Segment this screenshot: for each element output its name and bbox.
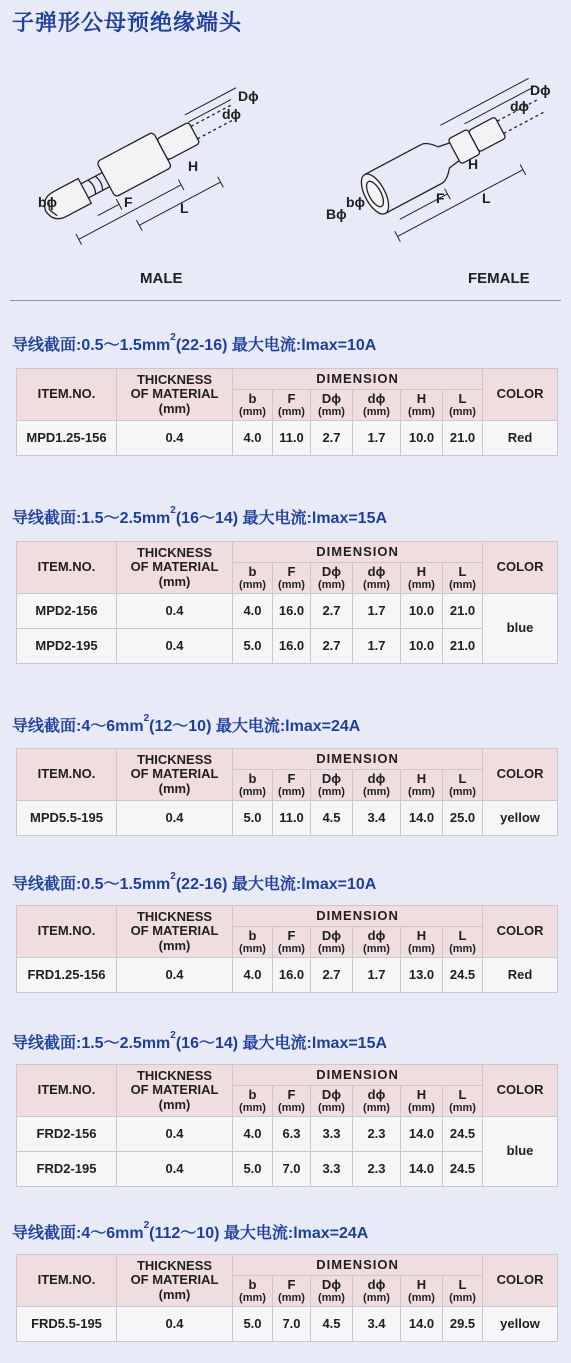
section-heading	[12, 871, 376, 894]
female-dim-D: Dϕ	[530, 82, 551, 98]
col-dim-2	[311, 1276, 353, 1307]
cell-thickness: 0.4	[117, 1117, 233, 1152]
col-dim-1	[273, 563, 311, 594]
col-dim-1	[273, 1086, 311, 1117]
dim-unit: (mm)	[363, 786, 390, 799]
cell-d: 1.7	[353, 421, 401, 456]
dim-unit: (mm)	[318, 1292, 345, 1305]
cell-item: MPD2-156	[17, 594, 117, 629]
col-dim-0	[233, 1086, 273, 1117]
col-dim-4	[401, 770, 443, 801]
col-dimension: DIMENSION	[233, 1255, 483, 1276]
col-dim-1	[273, 927, 311, 958]
dim-unit: (mm)	[363, 406, 390, 419]
col-dimension: DIMENSION	[233, 1065, 483, 1086]
dim-symbol: H	[416, 1086, 427, 1102]
thickness-header-line: (mm)	[158, 1286, 191, 1302]
table-row	[17, 421, 558, 456]
male-dim-L: L	[180, 200, 189, 216]
col-dim-3	[353, 770, 401, 801]
col-dimension: DIMENSION	[233, 369, 483, 390]
heading-current: (112～10) 最大电流:lmax=24A	[149, 1225, 369, 1242]
table-row	[17, 1152, 558, 1187]
cell-l: 21.0	[443, 594, 483, 629]
col-dim-5	[443, 563, 483, 594]
cell-l: 21.0	[443, 629, 483, 664]
section-heading	[12, 713, 360, 736]
section-heading	[12, 1220, 368, 1243]
col-dim-2	[311, 1086, 353, 1117]
cell-thickness: 0.4	[117, 958, 233, 993]
cell-b: 4.0	[233, 958, 273, 993]
col-dim-2	[311, 927, 353, 958]
dim-unit: (mm)	[278, 579, 305, 592]
cell-b: 5.0	[233, 1152, 273, 1187]
col-dim-1	[273, 1276, 311, 1307]
cell-item: MPD1.25-156	[17, 421, 117, 456]
spec-table	[16, 541, 558, 664]
dim-unit: (mm)	[278, 943, 305, 956]
thickness-header-line: (mm)	[158, 937, 191, 953]
cell-l: 21.0	[443, 421, 483, 456]
dim-symbol: F	[287, 1276, 296, 1292]
section-heading	[12, 505, 387, 528]
heading-wire-section: 导线截面:4～6mm	[12, 1225, 144, 1242]
cell-thickness: 0.4	[117, 629, 233, 664]
cell-h: 10.0	[401, 629, 443, 664]
dim-unit: (mm)	[449, 1292, 476, 1305]
col-item-no: ITEM.NO.	[17, 749, 117, 801]
dim-unit: (mm)	[363, 579, 390, 592]
col-item-no: ITEM.NO.	[17, 1065, 117, 1117]
female-dim-F: F	[436, 190, 445, 206]
female-dim-b: bϕ	[346, 194, 366, 210]
col-dimension: DIMENSION	[233, 542, 483, 563]
dim-unit: (mm)	[239, 1102, 266, 1115]
cell-h: 14.0	[401, 1152, 443, 1187]
col-dim-3	[353, 390, 401, 421]
dim-unit: (mm)	[239, 579, 266, 592]
cell-l: 29.5	[443, 1307, 483, 1342]
col-dim-5	[443, 390, 483, 421]
cell-l: 25.0	[443, 801, 483, 836]
cell-d: 3.4	[353, 801, 401, 836]
cell-l: 24.5	[443, 1117, 483, 1152]
terminal-diagrams	[0, 44, 571, 300]
cell-item: FRD2-156	[17, 1117, 117, 1152]
dim-symbol: H	[416, 563, 427, 579]
dim-symbol: dϕ	[367, 927, 386, 943]
heading-wire-section: 导线截面:1.5～2.5mm	[12, 510, 171, 527]
thickness-header-line: THICKNESS	[136, 372, 213, 388]
dim-symbol: dϕ	[367, 563, 386, 579]
cell-item: FRD1.25-156	[17, 958, 117, 993]
col-item-no: ITEM.NO.	[17, 542, 117, 594]
table-row	[17, 1117, 558, 1152]
col-thickness	[117, 906, 233, 958]
cell-f: 11.0	[273, 801, 311, 836]
col-dim-5	[443, 1276, 483, 1307]
heading-superscript: 2	[143, 1219, 150, 1231]
cell-d: 2.7	[311, 594, 353, 629]
cell-l: 24.5	[443, 958, 483, 993]
heading-superscript: 2	[170, 1029, 176, 1041]
dim-unit: (mm)	[363, 1292, 390, 1305]
spec-table	[16, 905, 558, 993]
heading-current: (16～14) 最大电流:lmax=15A	[175, 510, 388, 527]
dim-symbol: H	[416, 770, 427, 786]
thickness-header-line: (mm)	[158, 400, 191, 416]
dim-symbol: F	[287, 927, 296, 943]
cell-b: 4.0	[233, 421, 273, 456]
dim-symbol: Dϕ	[321, 1276, 342, 1292]
dim-unit: (mm)	[363, 943, 390, 956]
col-thickness	[117, 369, 233, 421]
female-label: FEMALE	[468, 270, 530, 287]
table-row	[17, 594, 558, 629]
cell-thickness: 0.4	[117, 594, 233, 629]
cell-item: FRD2-195	[17, 1152, 117, 1187]
thickness-header-line: THICKNESS	[136, 1068, 213, 1084]
dim-symbol: F	[287, 390, 296, 406]
dim-symbol: dϕ	[367, 1276, 386, 1292]
heading-wire-section: 导线截面:4～6mm	[12, 718, 144, 735]
thickness-header-line: OF MATERIAL	[130, 923, 219, 939]
section-heading	[12, 1030, 387, 1053]
dim-unit: (mm)	[318, 406, 345, 419]
cell-d: 2.3	[353, 1117, 401, 1152]
col-dim-3	[353, 1276, 401, 1307]
cell-color: blue	[483, 1117, 558, 1187]
cell-h: 10.0	[401, 421, 443, 456]
cell-f: 11.0	[273, 421, 311, 456]
col-color: COLOR	[483, 1065, 558, 1117]
cell-f: 16.0	[273, 958, 311, 993]
heading-superscript: 2	[170, 331, 176, 343]
cell-thickness: 0.4	[117, 801, 233, 836]
col-dim-5	[443, 770, 483, 801]
spec-table	[16, 368, 558, 456]
dim-unit: (mm)	[239, 1292, 266, 1305]
female-connector-drawing	[352, 78, 568, 246]
col-dim-5	[443, 927, 483, 958]
cell-thickness: 0.4	[117, 1307, 233, 1342]
cell-thickness: 0.4	[117, 1152, 233, 1187]
heading-superscript: 2	[170, 870, 176, 882]
female-dim-H: H	[468, 156, 479, 172]
spec-table	[16, 1064, 558, 1187]
dim-symbol: dϕ	[367, 390, 386, 406]
cell-l: 24.5	[443, 1152, 483, 1187]
cell-d: 1.7	[353, 629, 401, 664]
dim-unit: (mm)	[449, 406, 476, 419]
col-dim-2	[311, 770, 353, 801]
col-thickness	[117, 749, 233, 801]
dim-symbol: Dϕ	[321, 390, 342, 406]
cell-f: 7.0	[273, 1307, 311, 1342]
dim-symbol: b	[248, 563, 257, 579]
cell-d: 2.7	[311, 958, 353, 993]
cell-d: 2.7	[311, 629, 353, 664]
dim-unit: (mm)	[408, 786, 435, 799]
col-dim-4	[401, 563, 443, 594]
spec-table	[16, 748, 558, 836]
cell-h: 14.0	[401, 1117, 443, 1152]
section-heading	[12, 332, 376, 355]
col-dim-0	[233, 390, 273, 421]
col-color: COLOR	[483, 749, 558, 801]
thickness-header-line: THICKNESS	[136, 909, 213, 925]
col-dim-5	[443, 1086, 483, 1117]
cell-color: Red	[483, 421, 558, 456]
cell-d: 3.3	[311, 1117, 353, 1152]
thickness-header-line: (mm)	[158, 780, 191, 796]
dim-symbol: L	[458, 927, 467, 943]
col-dim-2	[311, 390, 353, 421]
dim-symbol: Dϕ	[321, 927, 342, 943]
heading-wire-section: 导线截面:0.5～1.5mm	[12, 337, 171, 354]
col-thickness	[117, 1065, 233, 1117]
cell-f: 6.3	[273, 1117, 311, 1152]
cell-h: 13.0	[401, 958, 443, 993]
female-dim-d: dϕ	[510, 98, 530, 114]
cell-d: 3.4	[353, 1307, 401, 1342]
col-color: COLOR	[483, 906, 558, 958]
dim-symbol: dϕ	[367, 770, 386, 786]
thickness-header-line: OF MATERIAL	[130, 1272, 219, 1288]
col-dim-4	[401, 390, 443, 421]
dim-unit: (mm)	[408, 579, 435, 592]
thickness-header-line: (mm)	[158, 1096, 191, 1112]
col-color: COLOR	[483, 1255, 558, 1307]
cell-b: 4.0	[233, 594, 273, 629]
dim-symbol: F	[287, 1086, 296, 1102]
male-label: MALE	[140, 270, 183, 287]
heading-superscript: 2	[143, 712, 150, 724]
col-dim-1	[273, 390, 311, 421]
cell-thickness: 0.4	[117, 421, 233, 456]
dim-symbol: b	[248, 390, 257, 406]
dim-unit: (mm)	[278, 406, 305, 419]
dim-unit: (mm)	[363, 1102, 390, 1115]
cell-color: blue	[483, 594, 558, 664]
dim-unit: (mm)	[239, 406, 266, 419]
col-thickness	[117, 1255, 233, 1307]
dim-symbol: dϕ	[367, 1086, 386, 1102]
cell-b: 4.0	[233, 1117, 273, 1152]
col-dim-3	[353, 1086, 401, 1117]
cell-h: 14.0	[401, 801, 443, 836]
cell-h: 14.0	[401, 1307, 443, 1342]
col-dim-0	[233, 1276, 273, 1307]
col-dim-2	[311, 563, 353, 594]
col-thickness	[117, 542, 233, 594]
col-item-no: ITEM.NO.	[17, 906, 117, 958]
dim-unit: (mm)	[408, 1292, 435, 1305]
cell-d: 4.5	[311, 801, 353, 836]
col-dim-1	[273, 770, 311, 801]
cell-item: FRD5.5-195	[17, 1307, 117, 1342]
cell-item: MPD5.5-195	[17, 801, 117, 836]
heading-current: (12～10) 最大电流:lmax=24A	[149, 718, 361, 735]
thickness-header-line: OF MATERIAL	[130, 766, 219, 782]
col-dim-0	[233, 927, 273, 958]
thickness-header-line: THICKNESS	[136, 752, 213, 768]
dim-symbol: H	[416, 1276, 427, 1292]
col-dim-4	[401, 1086, 443, 1117]
thickness-header-line: OF MATERIAL	[130, 1082, 219, 1098]
table-row	[17, 801, 558, 836]
dim-symbol: F	[287, 563, 296, 579]
dim-unit: (mm)	[318, 943, 345, 956]
col-dim-3	[353, 927, 401, 958]
cell-d: 4.5	[311, 1307, 353, 1342]
dim-symbol: L	[458, 1086, 467, 1102]
dim-symbol: Dϕ	[321, 563, 342, 579]
dim-unit: (mm)	[318, 1102, 345, 1115]
table-row	[17, 629, 558, 664]
cell-b: 5.0	[233, 629, 273, 664]
col-dim-0	[233, 563, 273, 594]
cell-d: 1.7	[353, 958, 401, 993]
dim-symbol: Dϕ	[321, 1086, 342, 1102]
cell-color: yellow	[483, 801, 558, 836]
col-color: COLOR	[483, 542, 558, 594]
male-dim-F: F	[124, 194, 133, 210]
heading-current: (16～14) 最大电流:lmax=15A	[175, 1035, 388, 1052]
col-dimension: DIMENSION	[233, 749, 483, 770]
dim-unit: (mm)	[278, 1292, 305, 1305]
cell-h: 10.0	[401, 594, 443, 629]
thickness-header-line: OF MATERIAL	[130, 386, 219, 402]
cell-color: yellow	[483, 1307, 558, 1342]
dim-symbol: F	[287, 770, 296, 786]
spec-table	[16, 1254, 558, 1342]
dim-symbol: H	[416, 390, 427, 406]
page-title: 子弹形公母预绝缘端头	[12, 10, 243, 35]
dim-symbol: L	[458, 1276, 467, 1292]
cell-f: 16.0	[273, 629, 311, 664]
dim-symbol: L	[458, 390, 467, 406]
dim-unit: (mm)	[318, 786, 345, 799]
heading-current: (22-16) 最大电流:lmax=10A	[175, 337, 377, 354]
cell-item: MPD2-195	[17, 629, 117, 664]
terminal-drawing-svg	[0, 44, 571, 300]
dim-unit: (mm)	[449, 943, 476, 956]
heading-wire-section: 导线截面:0.5～1.5mm	[12, 876, 171, 893]
dim-unit: (mm)	[408, 1102, 435, 1115]
male-dim-d: dϕ	[222, 106, 242, 122]
dim-symbol: Dϕ	[321, 770, 342, 786]
female-dim-L: L	[482, 190, 491, 206]
heading-superscript: 2	[170, 504, 176, 516]
col-color: COLOR	[483, 369, 558, 421]
male-dim-b: bϕ	[38, 194, 58, 210]
col-dim-4	[401, 1276, 443, 1307]
table-row	[17, 1307, 558, 1342]
thickness-header-line: THICKNESS	[136, 545, 213, 561]
dim-unit: (mm)	[408, 943, 435, 956]
table-row	[17, 958, 558, 993]
dim-unit: (mm)	[449, 1102, 476, 1115]
dim-unit: (mm)	[278, 1102, 305, 1115]
cell-d: 1.7	[353, 594, 401, 629]
female-dim-B: Bϕ	[326, 206, 347, 222]
dim-symbol: b	[248, 770, 257, 786]
male-dim-H: H	[188, 158, 199, 174]
dim-unit: (mm)	[449, 786, 476, 799]
thickness-header-line: OF MATERIAL	[130, 559, 219, 575]
col-dim-0	[233, 770, 273, 801]
heading-wire-section: 导线截面:1.5～2.5mm	[12, 1035, 171, 1052]
cell-color: Red	[483, 958, 558, 993]
dim-symbol: b	[248, 1276, 257, 1292]
dim-unit: (mm)	[239, 786, 266, 799]
thickness-header-line: (mm)	[158, 573, 191, 589]
col-item-no: ITEM.NO.	[17, 369, 117, 421]
dim-symbol: L	[458, 563, 467, 579]
dim-unit: (mm)	[278, 786, 305, 799]
dim-unit: (mm)	[449, 579, 476, 592]
dim-symbol: L	[458, 770, 467, 786]
dim-symbol: b	[248, 1086, 257, 1102]
col-dim-3	[353, 563, 401, 594]
dim-unit: (mm)	[239, 943, 266, 956]
dim-symbol: b	[248, 927, 257, 943]
cell-b: 5.0	[233, 801, 273, 836]
cell-f: 16.0	[273, 594, 311, 629]
dim-symbol: H	[416, 927, 427, 943]
divider	[10, 300, 561, 301]
dim-unit: (mm)	[408, 406, 435, 419]
col-item-no: ITEM.NO.	[17, 1255, 117, 1307]
thickness-header-line: THICKNESS	[136, 1258, 213, 1274]
cell-d: 2.3	[353, 1152, 401, 1187]
col-dim-4	[401, 927, 443, 958]
male-dim-D: Dϕ	[238, 88, 259, 104]
cell-b: 5.0	[233, 1307, 273, 1342]
dim-unit: (mm)	[318, 579, 345, 592]
cell-d: 3.3	[311, 1152, 353, 1187]
cell-d: 2.7	[311, 421, 353, 456]
heading-current: (22-16) 最大电流:lmax=10A	[175, 876, 377, 893]
col-dimension: DIMENSION	[233, 906, 483, 927]
cell-f: 7.0	[273, 1152, 311, 1187]
